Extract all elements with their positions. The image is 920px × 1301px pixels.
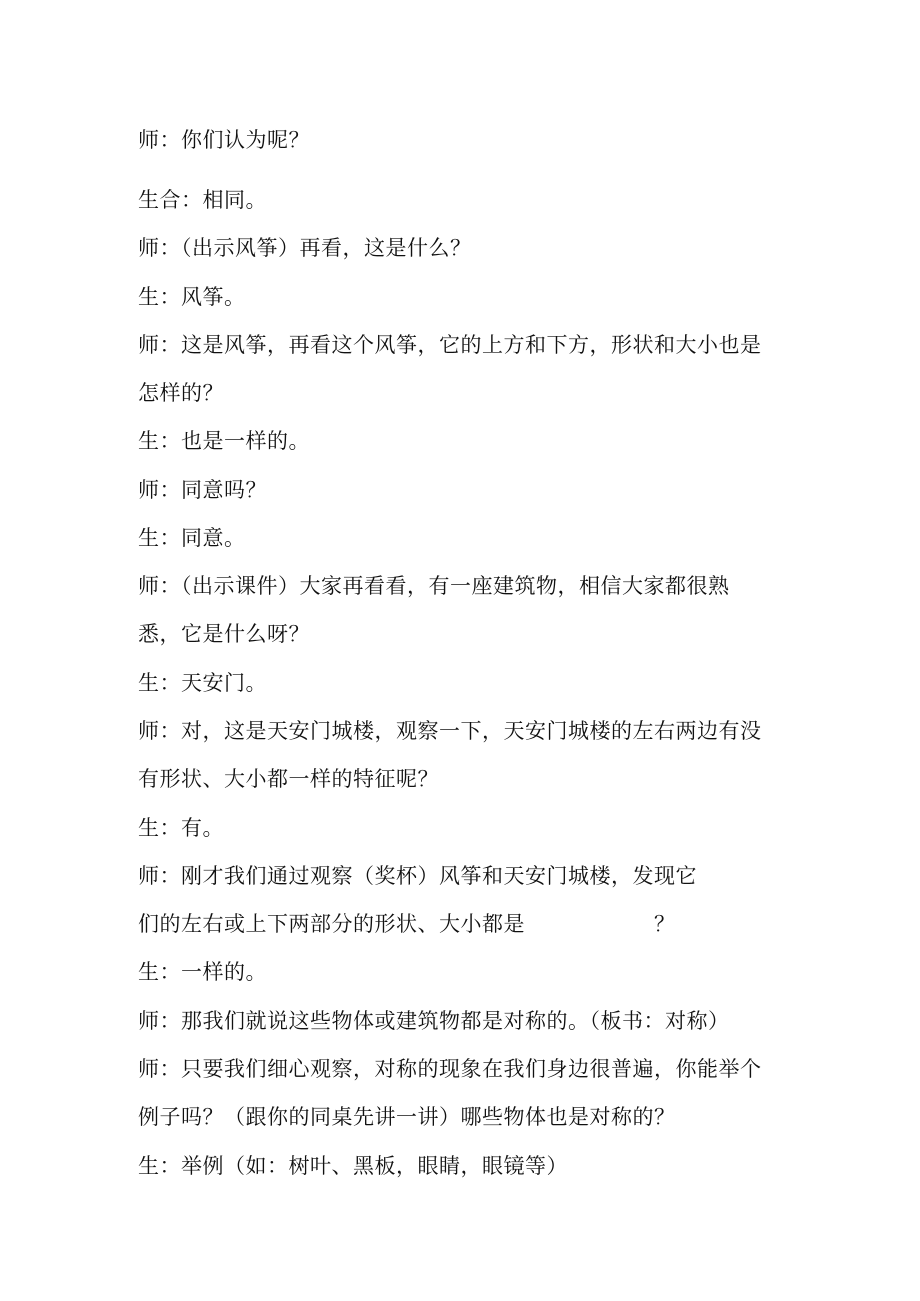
dialogue-line: 生：天安门。 [138, 671, 267, 695]
dialogue-line: 生：同意。 [138, 526, 246, 550]
dialogue-line: 悉，它是什么呀？ [138, 622, 310, 646]
dialogue-line: 生：也是一样的。 [138, 429, 310, 453]
dialogue-line: 生：举例（如：树叶、黑板，眼睛，眼镜等） [138, 1154, 568, 1178]
dialogue-line: 生合：相同。 [138, 188, 267, 212]
dialogue-line: 生：风筝。 [138, 285, 246, 309]
dialogue-line: 师：这是风筝，再看这个风筝，它的上方和下方，形状和大小也是 [138, 333, 762, 357]
dialogue-line: 师：（出示课件）大家再看看，有一座建筑物，相信大家都很熟 [138, 574, 730, 598]
dialogue-line: 师：（出示风筝）再看，这是什么？ [138, 236, 472, 260]
dialogue-line: 师：你们认为呢？ [138, 128, 310, 152]
dialogue-line: 生：有。 [138, 816, 224, 840]
dialogue-line: 师：只要我们细心观察，对称的现象在我们身边很普遍，你能举个 [138, 1057, 762, 1081]
dialogue-line: 生：一样的。 [138, 960, 267, 984]
dialogue-line: 师：同意吗？ [138, 478, 267, 502]
dialogue-line: 师：那我们就说这些物体或建筑物都是对称的。（板书：对称） [138, 1009, 730, 1033]
dialogue-line: 师：对，这是天安门城楼，观察一下，天安门城楼的左右两边有没 [138, 719, 762, 743]
blank-question-mark: ？ [654, 912, 676, 936]
dialogue-line: 有形状、大小都一样的特征呢？ [138, 767, 439, 791]
dialogue-line: 们的左右或上下两部分的形状、大小都是 [138, 912, 525, 936]
dialogue-line: 怎样的？ [138, 381, 224, 405]
dialogue-line: 师：刚才我们通过观察（奖杯）风筝和天安门城楼，发现它 [138, 864, 697, 888]
dialogue-line: 例子吗？（跟你的同桌先讲一讲）哪些物体也是对称的？ [138, 1105, 676, 1129]
